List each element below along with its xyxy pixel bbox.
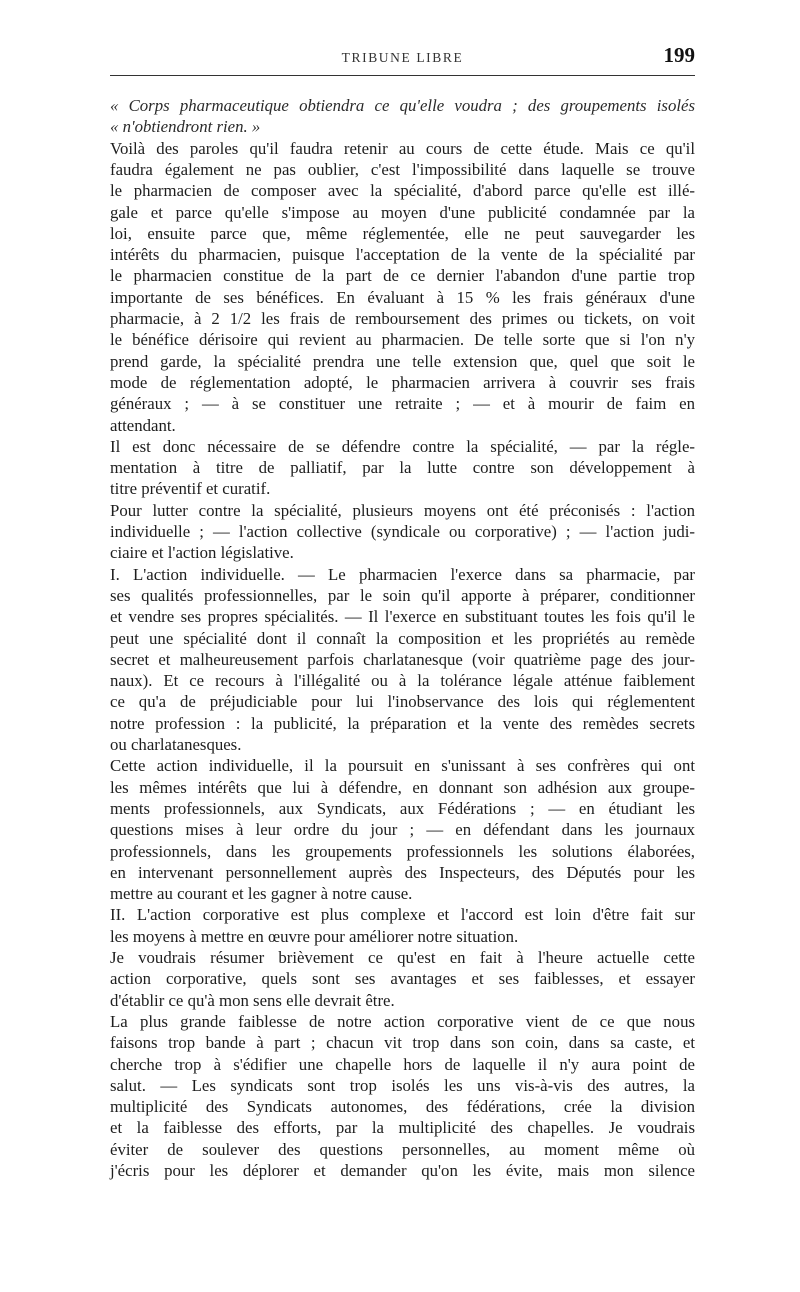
text-line: loi, ensuite parce que, même réglementée, elle ne peut sauvegarder les bbox=[110, 223, 695, 243]
text-line: et la faiblesse des efforts, par la multiplicité des chapelles. Je voudrais bbox=[110, 1118, 695, 1138]
text-line: faisons trop bande à part ; chacun vit trop dans son coin, dans sa caste, et bbox=[110, 1033, 695, 1053]
text-line: peut une spécialité dont il connaît la composition et les propriétés au remède bbox=[110, 628, 695, 648]
text-line: le pharmacien de composer avec la spécialité, d'abord parce qu'elle est illé- bbox=[110, 181, 695, 201]
text-line: Cette action individuelle, il la poursuit en s'unissant à ses confrères qui ont bbox=[110, 756, 695, 776]
text-line: gale et parce qu'elle s'impose au moyen d'une publicité condamnée par la bbox=[110, 202, 695, 222]
text-line: Pour lutter contre la spécialité, plusieurs moyens ont été préconisés : l'action bbox=[110, 500, 695, 520]
text-line: professionnels, dans les groupements professionnels les solutions élaborées, bbox=[110, 841, 695, 861]
text-line: les moyens à mettre en œuvre pour améliorer notre situation. bbox=[110, 926, 519, 946]
text-line: I. L'action individuelle. — Le pharmacien l'exerce dans sa pharmacie, par bbox=[110, 564, 695, 584]
text-line: multiplicité des Syndicats autonomes, des fédérations, crée la division bbox=[110, 1097, 695, 1117]
text-line: éviter de soulever des questions personnelles, au moment même où bbox=[110, 1139, 695, 1159]
text-line: cherche trop à s'édifier une chapelle hors de laquelle il n'y aura point de bbox=[110, 1054, 695, 1074]
text-line: ciaire et l'action législative. bbox=[110, 543, 294, 563]
text-line: Il est donc nécessaire de se défendre contre la spécialité, — par la régle- bbox=[110, 436, 695, 456]
text-line: importante de ses bénéfices. En évaluant à 15 % les frais généraux d'une bbox=[110, 287, 695, 307]
running-title: TRIBUNE LIBRE bbox=[341, 50, 464, 65]
text-line: Voilà des paroles qu'il faudra retenir au cours de cette étude. Mais ce qu'il bbox=[110, 138, 695, 158]
text-line: faudra également ne pas oublier, c'est l'impossibilité dans laquelle se trouve bbox=[110, 159, 695, 179]
text-line: individuelle ; — l'action collective (syndicale ou corporative) ; — l'action judi- bbox=[110, 522, 695, 541]
text-line: j'écris pour les déplorer et demander qu'on les évite, mais mon silence bbox=[110, 1161, 695, 1180]
text-line: « n'obtiendront rien. » bbox=[110, 117, 261, 137]
text-line: intérêts du pharmacien, puisque l'acceptation de la vente de la spécialité par bbox=[110, 245, 695, 265]
text-line: La plus grande faiblesse de notre action corporative vient de ce que nous bbox=[110, 1011, 695, 1031]
text-line: et vendre ses propres spécialités. — Il l'exerce en substituant toutes les fois qu'il le bbox=[110, 607, 695, 627]
text-line: mentation à titre de palliatif, par la lutte contre son développement à bbox=[110, 458, 695, 478]
text-line: généraux ; — à se constituer une retraite ; — et à mourir de faim en bbox=[110, 394, 695, 414]
text-line: notre profession : la publicité, la préparation et la vente des remèdes secrets bbox=[110, 713, 695, 733]
text-line: titre préventif et curatif. bbox=[110, 479, 271, 499]
text-line: mettre au courant et les gagner à notre cause. bbox=[110, 884, 413, 904]
text-line: action corporative, quels sont ses avantages et ses faiblesses, et essayer bbox=[110, 969, 695, 989]
text-line: mode de réglementation adopté, le pharmacien arrivera à couvrir ses frais bbox=[110, 372, 695, 392]
text-line: salut. — Les syndicats sont trop isolés les uns vis-à-vis des autres, la bbox=[110, 1075, 695, 1095]
text-line: questions mises à leur ordre du jour ; — en défendant dans les journaux bbox=[110, 820, 695, 840]
text-line: prend garde, la spécialité prendra une telle extension que, quel que soit le bbox=[110, 351, 695, 371]
text-line: le pharmacien constitue de la part de ce dernier l'abandon d'une partie trop bbox=[110, 266, 695, 286]
text-line: pharmacie, à 2 1/2 les frais de remboursement des primes ou tickets, on voit bbox=[110, 309, 695, 328]
text-line: secret et malheureusement parfois charlatanesque (voir quatrième page des jour- bbox=[110, 649, 695, 669]
text-line: II. L'action corporative est plus complexe et l'accord est loin d'être fait sur bbox=[110, 905, 695, 925]
text-line: Je voudrais résumer brièvement ce qu'est en fait à l'heure actuelle cette bbox=[110, 948, 695, 967]
text-line: ses qualités professionnelles, par le soin qu'il apporte à préparer, conditionner bbox=[110, 585, 695, 605]
text-line: attendant. bbox=[110, 415, 176, 435]
text-line: naux). Et ce recours à l'illégalité ou à la tolérance légale atténue faiblement bbox=[110, 671, 695, 691]
text-line: les mêmes intérêts que lui à défendre, en donnant son adhésion aux groupe- bbox=[110, 777, 695, 797]
text-line: en intervenant personnellement auprès des Inspecteurs, des Députés pour les bbox=[110, 862, 695, 882]
text-line: « Corps pharmaceutique obtiendra ce qu'elle voudra ; des groupements isolés bbox=[110, 96, 695, 115]
page-number: 199 bbox=[663, 43, 695, 67]
text-line: le bénéfice dérisoire qui revient au pharmacien. De telle sorte que si l'on n'y bbox=[110, 330, 695, 350]
text-line: d'établir ce qu'à mon sens elle devrait être. bbox=[110, 990, 395, 1010]
text-line: ou charlatanesques. bbox=[110, 735, 242, 754]
text-line: ce qu'a de préjudiciable pour lui l'inobservance des lois qui réglementent bbox=[110, 692, 695, 712]
text-line: ments professionnels, aux Syndicats, aux Fédérations ; — en étudiant les bbox=[110, 798, 695, 818]
